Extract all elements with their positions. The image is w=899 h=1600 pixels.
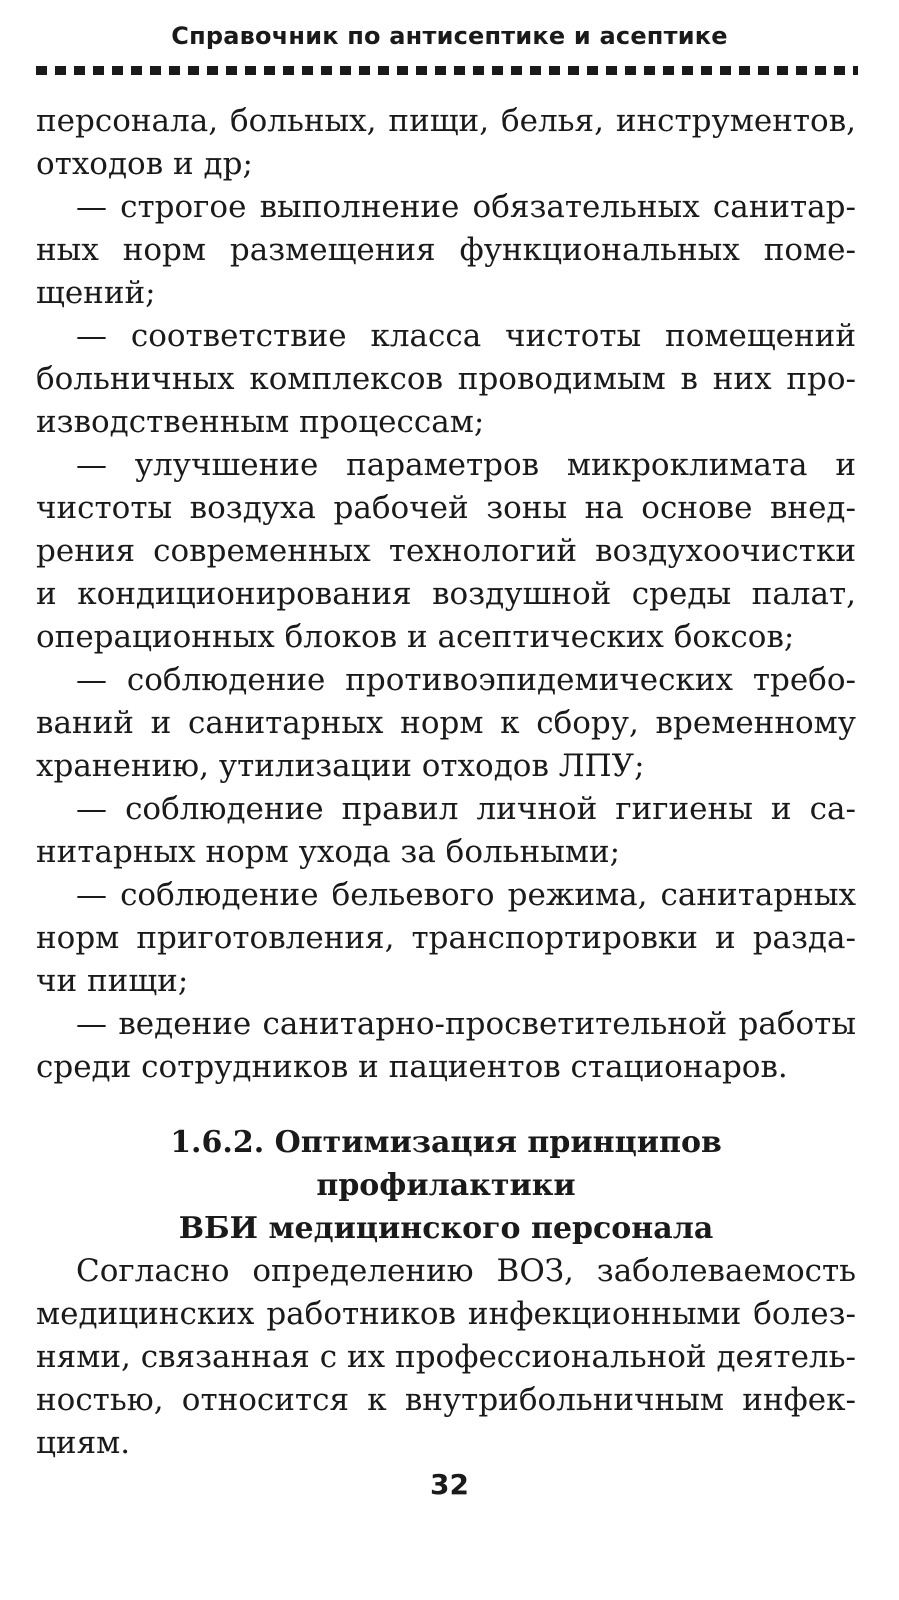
list-item: — соблюдение противоэпидемических требований и санитарных норм к сбору, временному хранению, утилизации отходов ЛПУ; [36,662,856,784]
header-dashed-rule [36,66,858,75]
section-paragraph: Согласно определению ВОЗ, заболеваемость медицинских работников инфекционными болезнями, связанная с их профессиональной деятельностью, относится к внутрибольничным инфекциям. [36,1253,856,1461]
list-item: — соблюдение правил личной гигиены и санитарных норм ухода за больными; [36,791,856,870]
list-item: — соответствие класса чистоты помещений больничных комплексов проводимым в них производственным процессам; [36,318,856,440]
paragraph-continuation: персонала, больных, пищи, белья, инструментов, отходов и др; [36,103,856,182]
section-heading-line-1: 1.6.2. Оптимизация принципов профилактики [170,1125,722,1203]
running-header: Справочник по антисептике и асептике [171,22,728,50]
section-heading [36,1121,856,1250]
list-item: — строгое выполнение обязательных санитарных норм размещения функциональных помещений; [36,189,856,311]
list-item: — улучшение параметров микроклимата и чистоты воздуха рабочей зоны на основе внедрения современных технологий воздухоочистки и кондиционирования воздушной среды палат, операционных блоков и асептических боксов; [36,447,856,655]
page-number: 32 [430,1468,469,1501]
body-text [36,100,856,1465]
section-heading-line-2: ВБИ медицинского персонала [178,1211,714,1246]
list-item: — соблюдение бельевого режима, санитарных норм приготовления, транспортировки и раздачи пищи; [36,877,856,999]
list-item: — ведение санитарно-просветительной работы среди сотрудников и пациентов стационаров. [36,1006,856,1085]
